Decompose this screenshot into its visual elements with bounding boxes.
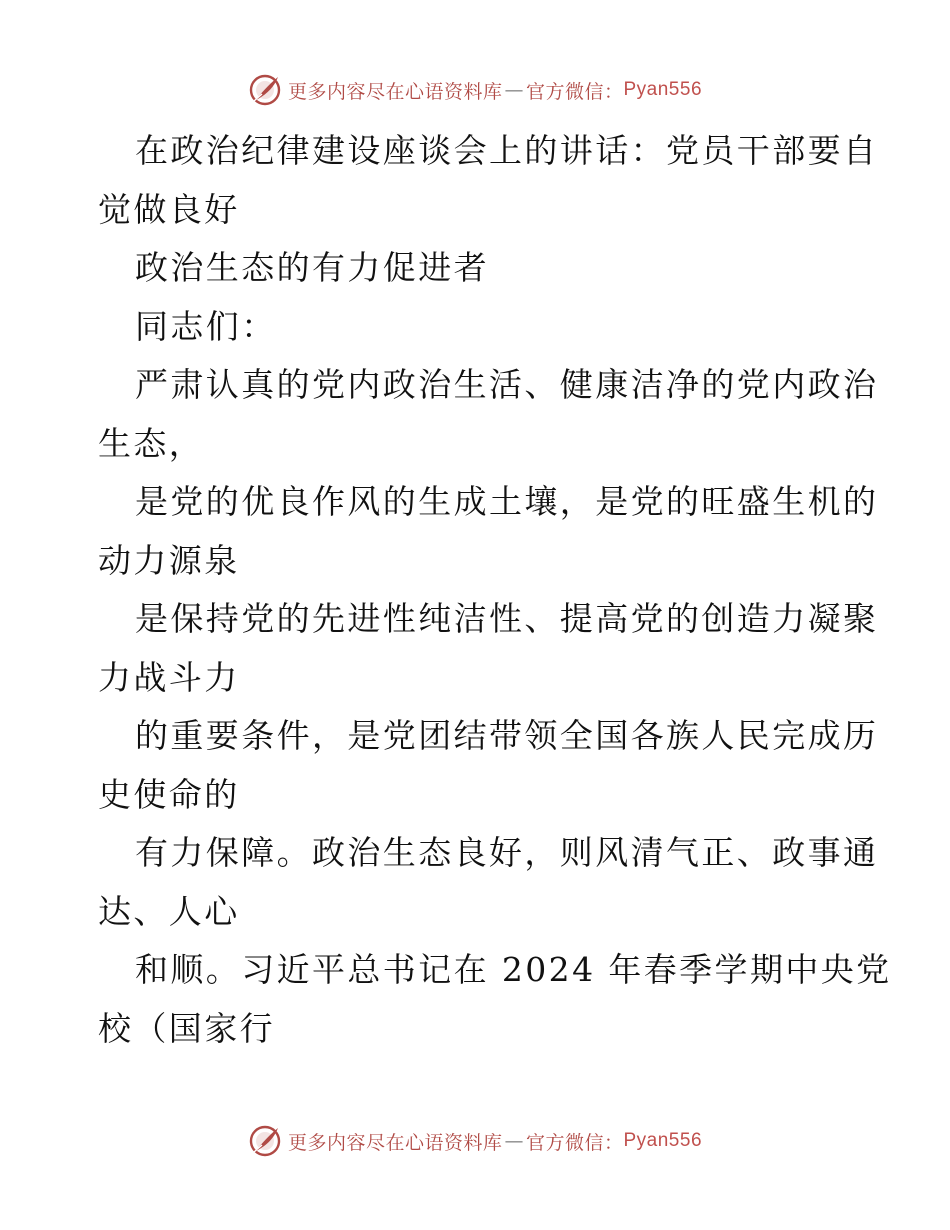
text-line: 力战斗力 (98, 657, 240, 697)
footer-watermark (0, 1121, 950, 1161)
text-line: 是党的优良作风的生成土壤，是党的旺盛生机的 (135, 482, 879, 521)
text-line: 生态， (98, 423, 205, 463)
wechat-label: 官方微信： (525, 80, 624, 103)
text-line: 达、人心 (98, 891, 240, 931)
text-line: 的重要条件，是党团结带领全国各族人民完成历 (135, 716, 879, 755)
text-line: 是保持党的先进性纯洁性、提高党的创造力凝聚 (135, 599, 879, 638)
text-line: 史使命的 (98, 774, 240, 814)
wechat-id: Pyan556 (623, 79, 703, 100)
quill-pen-logo-icon (248, 73, 282, 107)
document-body (98, 122, 892, 1058)
text-line: 校（国家行 (98, 1008, 275, 1048)
text-line: 动力源泉 (98, 540, 240, 580)
header-watermark (0, 70, 950, 110)
watermark-separator: — (504, 1130, 524, 1152)
text-line: 有力保障。政治生态良好，则风清气正、政事通 (135, 833, 879, 872)
quill-pen-logo-icon (248, 1124, 282, 1158)
watermark-text: 更多内容尽在心语资料库 (287, 80, 503, 103)
text-line: 在政治纪律建设座谈会上的讲话：党员干部要自 (135, 131, 879, 170)
watermark-text: 更多内容尽在心语资料库 (287, 1131, 503, 1154)
text-line: 政治生态的有力促进者 (135, 248, 489, 287)
watermark-separator: — (504, 79, 524, 101)
text-line: 和顺。习近平总书记在 2024 年春季学期中央党 (135, 950, 892, 989)
text-line: 觉做良好 (98, 189, 240, 229)
text-line: 严肃认真的党内政治生活、健康洁净的党内政治 (135, 365, 879, 404)
text-line: 同志们： (135, 306, 277, 346)
wechat-id: Pyan556 (623, 1130, 703, 1151)
wechat-label: 官方微信： (525, 1131, 624, 1154)
